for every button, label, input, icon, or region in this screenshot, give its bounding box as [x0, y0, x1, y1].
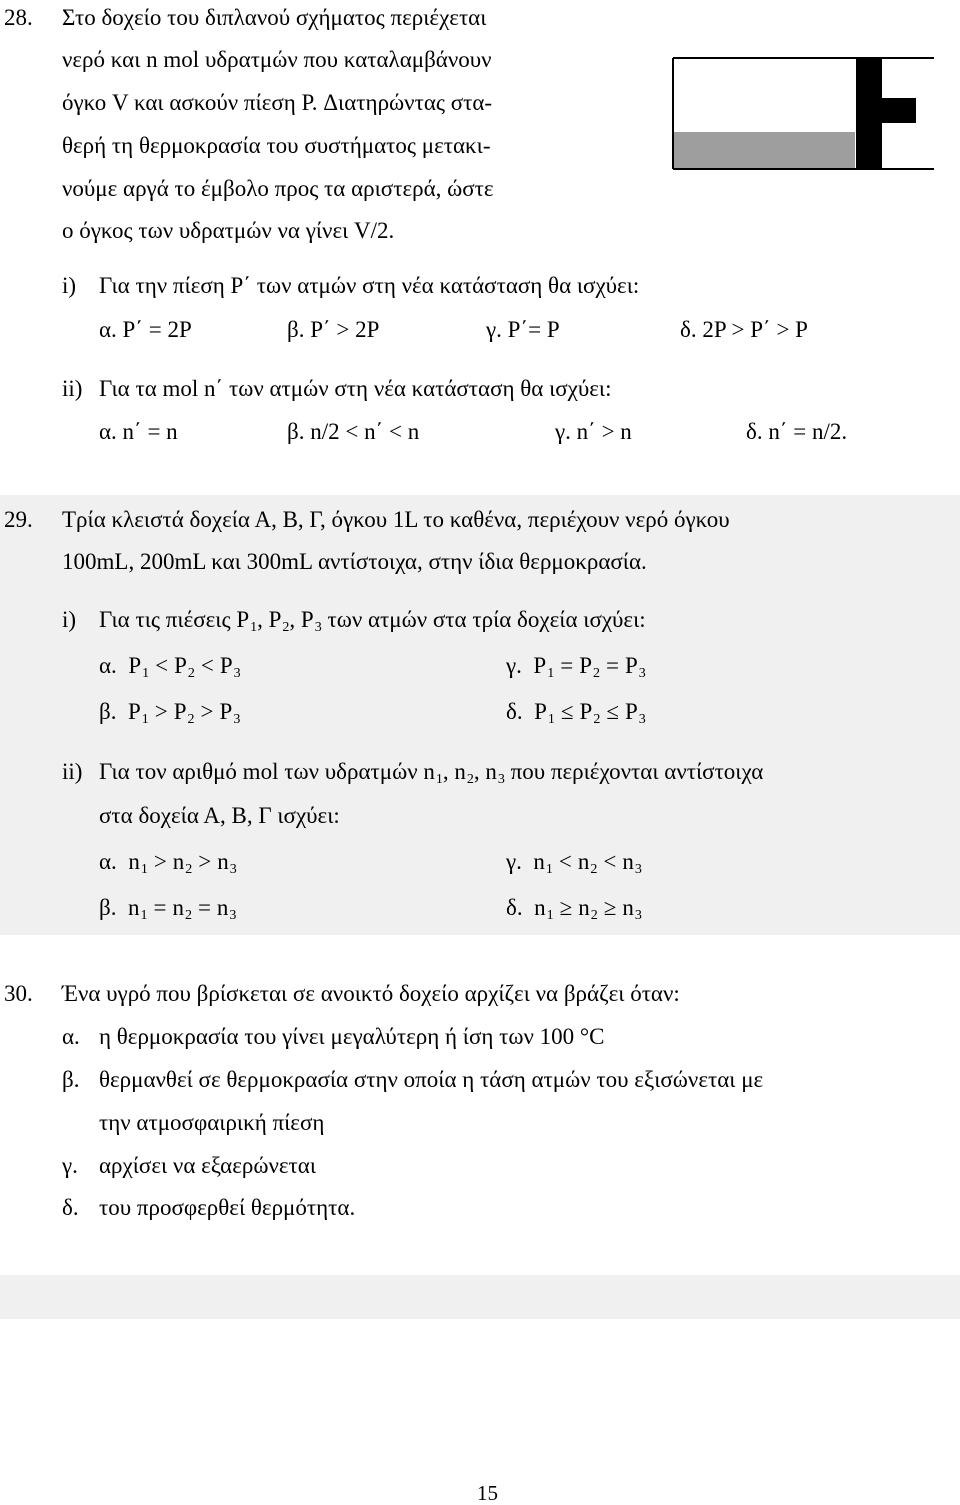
page-number: 15: [477, 1481, 498, 1505]
q29-stem-line: 100mL, 200mL και 300mL αντίστοιχα, στην ίδια θερμοκρασία.: [62, 549, 647, 574]
q28-ii-option-c[interactable]: γ. n΄ > n: [555, 419, 632, 444]
q29-part-ii-text: Για τον αριθμό mol των υδρατμών $n_1$, $n_2$, $n_3$ που περιέχονται αντίστοιχα: [99, 759, 764, 787]
q30-option-a-letter: α.: [62, 1024, 80, 1049]
q28-option-a[interactable]: α. P΄ = 2P: [99, 317, 192, 342]
q28-part-i-label: i): [62, 273, 77, 298]
q29-i-option-d[interactable]: δ. $P_1 \le P_2 \le P_3$: [506, 699, 646, 727]
empty-gray-band: [0, 1275, 960, 1319]
water-layer: [673, 132, 855, 169]
q30-number: 30.: [4, 981, 33, 1006]
q28-part-i-text: Για την πίεση P΄ των ατμών στη νέα κατάσταση θα ισχύει:: [99, 273, 640, 298]
q28-ii-option-a[interactable]: α. n΄ = n: [99, 419, 178, 444]
q28-number: 28.: [4, 5, 33, 30]
q30-option-a[interactable]: η θερμοκρασία του γίνει μεγαλύτερη ή ίση των 100 °C: [99, 1024, 605, 1049]
q29-part-ii-text-line2: στα δοχεία Α, Β, Γ ισχύει:: [99, 803, 340, 828]
q28-stem-line: νούμε αργά το έμβολο προς τα αριστερά, ώστε: [62, 176, 494, 201]
q28-option-d[interactable]: δ. 2P > P΄ > P: [680, 317, 808, 342]
q28-part-ii-label: ii): [62, 376, 83, 401]
q28-stem-line: νερό και n mol υδρατμών που καταλαμβάνουν: [62, 47, 492, 72]
q29-part-ii-label: ii): [62, 759, 83, 784]
q30-option-c[interactable]: αρχίσει να εξαερώνεται: [99, 1153, 317, 1178]
q28-option-b[interactable]: β. P΄ > 2P: [287, 317, 380, 342]
q28-part-ii-text: Για τα mol n΄ των ατμών στη νέα κατάσταση θα ισχύει:: [99, 376, 612, 401]
q28-option-c[interactable]: γ. P΄= P: [486, 317, 560, 342]
q30-option-d[interactable]: του προσφερθεί θερμότητα.: [99, 1195, 356, 1220]
q28-ii-option-d[interactable]: δ. n΄ = n/2.: [746, 419, 848, 444]
q29-i-option-c[interactable]: γ. $P_1 = P_2 = P_3$: [506, 653, 646, 681]
q28-ii-option-b[interactable]: β. n/2 < n΄ < n: [287, 419, 420, 444]
q28-stem-line: θερή τη θερμοκρασία του συστήματος μετακι-: [62, 133, 491, 158]
q29-ii-option-c[interactable]: γ. $n_1 < n_2 < n_3$: [506, 849, 642, 877]
q30-option-c-letter: γ.: [62, 1153, 78, 1178]
q29-number: 29.: [4, 507, 33, 532]
q28-stem-line: όγκο V και ασκούν πίεση P. Διατηρώντας στα-: [62, 90, 493, 115]
q29-i-option-a[interactable]: α. $P_1 < P_2 < P_3$: [99, 653, 241, 681]
piston-rod: [856, 98, 916, 123]
q29-part-i-text: Για τις πιέσεις $P_1$, $P_2$, $P_3$ των ατμών στα τρία δοχεία ισχύει:: [99, 607, 646, 635]
q29-i-option-b[interactable]: β. $P_1 > P_2 > P_3$: [99, 699, 241, 727]
q29-ii-option-d[interactable]: δ. $n_1 \ge n_2 \ge n_3$: [506, 895, 642, 923]
q29-part-i-label: i): [62, 607, 77, 632]
q28-stem-line: Στο δοχείο του διπλανού σχήματος περιέχεται: [62, 5, 487, 30]
q30-option-d-letter: δ.: [62, 1195, 79, 1220]
q28-stem-line: ο όγκος των υδρατμών να γίνει V/2.: [62, 218, 395, 243]
q30-stem: Ένα υγρό που βρίσκεται σε ανοικτό δοχείο αρχίζει να βράζει όταν:: [62, 981, 680, 1006]
q29-ii-option-a[interactable]: α. $n_1 > n_2 > n_3$: [99, 849, 237, 877]
q30-option-b-line2[interactable]: την ατμοσφαιρική πίεση: [99, 1110, 325, 1135]
piston-container-diagram: [672, 54, 938, 176]
q29-ii-option-b[interactable]: β. $n_1 = n_2 = n_3$: [99, 895, 237, 923]
q30-option-b-letter: β.: [62, 1067, 80, 1092]
q30-option-b[interactable]: θερμανθεί σε θερμοκρασία στην οποία η τάση ατμών του εξισώνεται με: [99, 1067, 764, 1092]
q29-stem-line: Τρία κλειστά δοχεία Α, Β, Γ, όγκου 1L το καθένα, περιέχουν νερό όγκου: [62, 507, 730, 532]
